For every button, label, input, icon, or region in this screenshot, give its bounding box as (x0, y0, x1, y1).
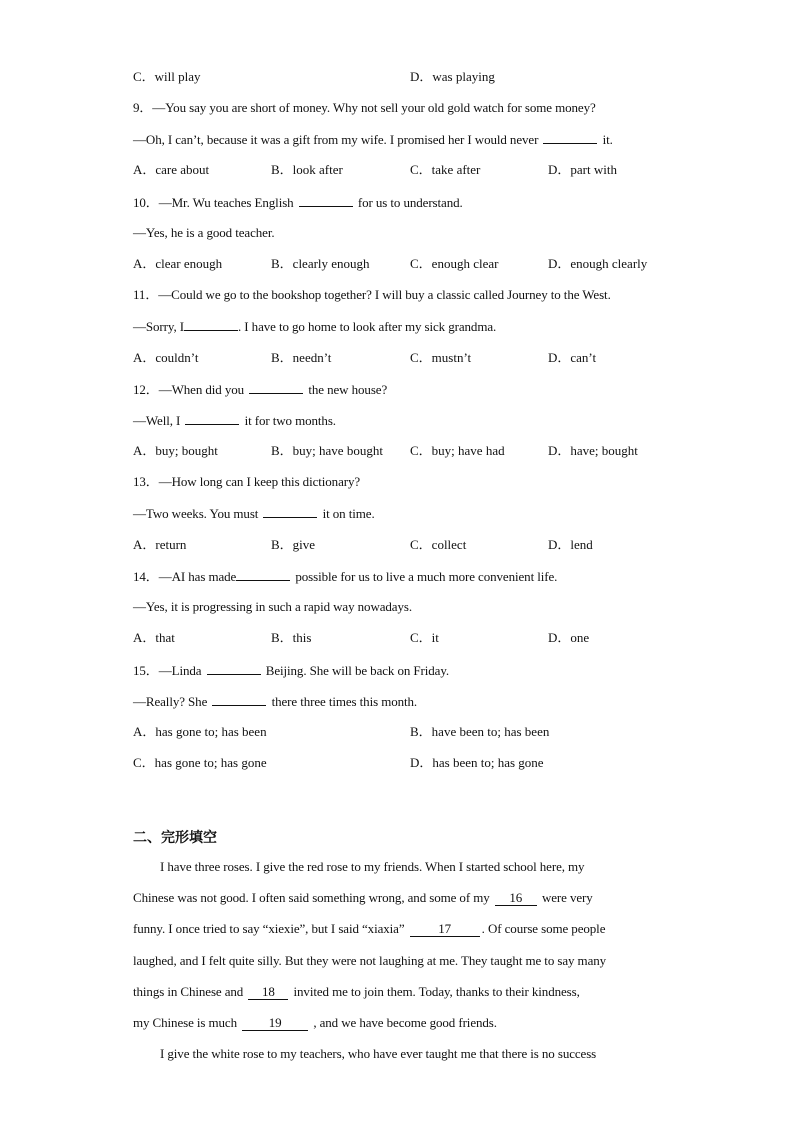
q14-stem-pre: 14．—AI has made (133, 569, 237, 584)
q15-option-d[interactable]: D．has been to; has gone (410, 755, 544, 770)
cloze-line-2 (133, 890, 593, 906)
q9-answer-blank[interactable] (543, 131, 597, 144)
q11-option-b[interactable]: B．needn’t (271, 350, 332, 365)
cloze-blank-16[interactable]: 16 (495, 891, 537, 906)
q15-answer-blank-2[interactable] (212, 693, 266, 706)
cloze-line-2-post: were very (541, 890, 593, 905)
q14-reply: —Yes, it is progressing in such a rapid way nowadays. (133, 599, 412, 614)
q13-option-a[interactable]: A．return (133, 537, 187, 552)
q9-reply (133, 131, 613, 148)
q12-reply (133, 412, 336, 429)
q10-stem (133, 194, 463, 211)
q12-stem (133, 381, 387, 398)
q12-stem-post: the new house? (308, 382, 388, 397)
q13-answer-blank[interactable] (263, 505, 317, 518)
cloze-line-3-pre: funny. I once tried to say “xiexie”, but I said “xiaxia” (133, 921, 405, 936)
q13-stem: 13．—How long can I keep this dictionary? (133, 474, 361, 489)
q11-answer-blank[interactable] (184, 318, 238, 331)
q15-stem (133, 662, 449, 679)
q14-stem (133, 568, 557, 585)
q15-option-b[interactable]: B．have been to; has been (410, 724, 550, 739)
q15-answer-blank-1[interactable] (207, 662, 261, 675)
cloze-line-5-post: invited me to join them. Today, thanks to their kindness, (293, 984, 580, 999)
q11-reply-post: . I have to go home to look after my sick grandma. (237, 319, 497, 334)
cloze-line-3-post: . Of course some people (481, 921, 606, 936)
cloze-line-7: I give the white rose to my teachers, who have ever taught me that there is no success (160, 1046, 597, 1061)
q11-reply-pre: —Sorry, I (133, 319, 184, 334)
q10-answer-blank[interactable] (299, 194, 353, 207)
q15-option-c[interactable]: C．has gone to; has gone (133, 755, 267, 770)
section-title-cloze: 二、完形填空 (133, 830, 217, 846)
q9-option-b[interactable]: B．look after (271, 162, 343, 177)
q11-option-a[interactable]: A．couldn’t (133, 350, 199, 365)
q14-option-d[interactable]: D．one (548, 630, 590, 645)
q14-option-b[interactable]: B．this (271, 630, 312, 645)
cloze-line-6 (133, 1015, 497, 1031)
q12-stem-pre: 12．—When did you (133, 382, 245, 397)
q9-option-d[interactable]: D．part with (548, 162, 617, 177)
q14-option-a[interactable]: A．that (133, 630, 175, 645)
q15-reply (133, 693, 417, 710)
q10-reply: —Yes, he is a good teacher. (133, 225, 275, 240)
q10-option-b[interactable]: B．clearly enough (271, 256, 370, 271)
q13-reply-pre: —Two weeks. You must (133, 506, 259, 521)
cloze-line-6-pre: my Chinese is much (133, 1015, 237, 1030)
q13-option-d[interactable]: D．lend (548, 537, 593, 552)
q15-reply-pre: —Really? She (133, 694, 208, 709)
q12-option-c[interactable]: C．buy; have had (410, 443, 505, 458)
q14-answer-blank[interactable] (236, 568, 290, 581)
q12-reply-post: it for two months. (244, 413, 336, 428)
q15-stem-pre: 15．—Linda (133, 663, 202, 678)
q15-stem-post: Beijing. She will be back on Friday. (265, 663, 450, 678)
q12-option-a[interactable]: A．buy; bought (133, 443, 218, 458)
cloze-line-2-pre: Chinese was not good. I often said something wrong, and some of my (133, 890, 490, 905)
q12-answer-blank-2[interactable] (185, 412, 239, 425)
q15-reply-post: there three times this month. (271, 694, 418, 709)
q10-option-a[interactable]: A．clear enough (133, 256, 223, 271)
q13-option-c[interactable]: C．collect (410, 537, 467, 552)
q14-stem-post: possible for us to live a much more convenient life. (295, 569, 558, 584)
q10-option-d[interactable]: D．enough clearly (548, 256, 648, 271)
q14-option-c[interactable]: C．it (410, 630, 439, 645)
cloze-blank-19[interactable]: 19 (242, 1016, 308, 1031)
q10-stem-pre: 10．—Mr. Wu teaches English (133, 195, 294, 210)
q13-reply-post: it on time. (322, 506, 375, 521)
q10-option-c[interactable]: C．enough clear (410, 256, 499, 271)
q11-reply (133, 318, 496, 335)
cloze-line-5 (133, 984, 580, 1000)
q9-option-c[interactable]: C．take after (410, 162, 481, 177)
q9-reply-pre: —Oh, I can’t, because it was a gift from my wife. I promised her I would never (133, 132, 539, 147)
q8-option-d[interactable]: D．was playing (410, 69, 495, 84)
cloze-line-6-post: , and we have become good friends. (313, 1015, 497, 1030)
cloze-line-5-pre: things in Chinese and (133, 984, 244, 999)
q12-reply-pre: —Well, I (133, 413, 181, 428)
q11-stem: 11．—Could we go to the bookshop together? I will buy a classic called Journey to the West. (133, 287, 611, 302)
q13-reply (133, 505, 375, 522)
cloze-blank-18[interactable]: 18 (248, 985, 288, 1000)
cloze-line-3 (133, 921, 605, 937)
q9-reply-post: it. (602, 132, 613, 147)
q11-option-c[interactable]: C．mustn’t (410, 350, 472, 365)
cloze-line-4: laughed, and I felt quite silly. But they were not laughing at me. They taught me to say many (133, 953, 607, 968)
q9-option-a[interactable]: A．care about (133, 162, 210, 177)
q11-option-d[interactable]: D．can’t (548, 350, 597, 365)
q13-option-b[interactable]: B．give (271, 537, 316, 552)
q10-stem-post: for us to understand. (357, 195, 463, 210)
q9-stem: 9．—You say you are short of money. Why not sell your old gold watch for some money? (133, 100, 596, 115)
cloze-line-1: I have three roses. I give the red rose to my friends. When I started school here, my (160, 859, 585, 874)
q8-option-c[interactable]: C．will play (133, 69, 201, 84)
q15-option-a[interactable]: A．has gone to; has been (133, 724, 267, 739)
q12-answer-blank-1[interactable] (249, 381, 303, 394)
cloze-blank-17[interactable]: 17 (410, 922, 480, 937)
q12-option-b[interactable]: B．buy; have bought (271, 443, 383, 458)
q12-option-d[interactable]: D．have; bought (548, 443, 638, 458)
